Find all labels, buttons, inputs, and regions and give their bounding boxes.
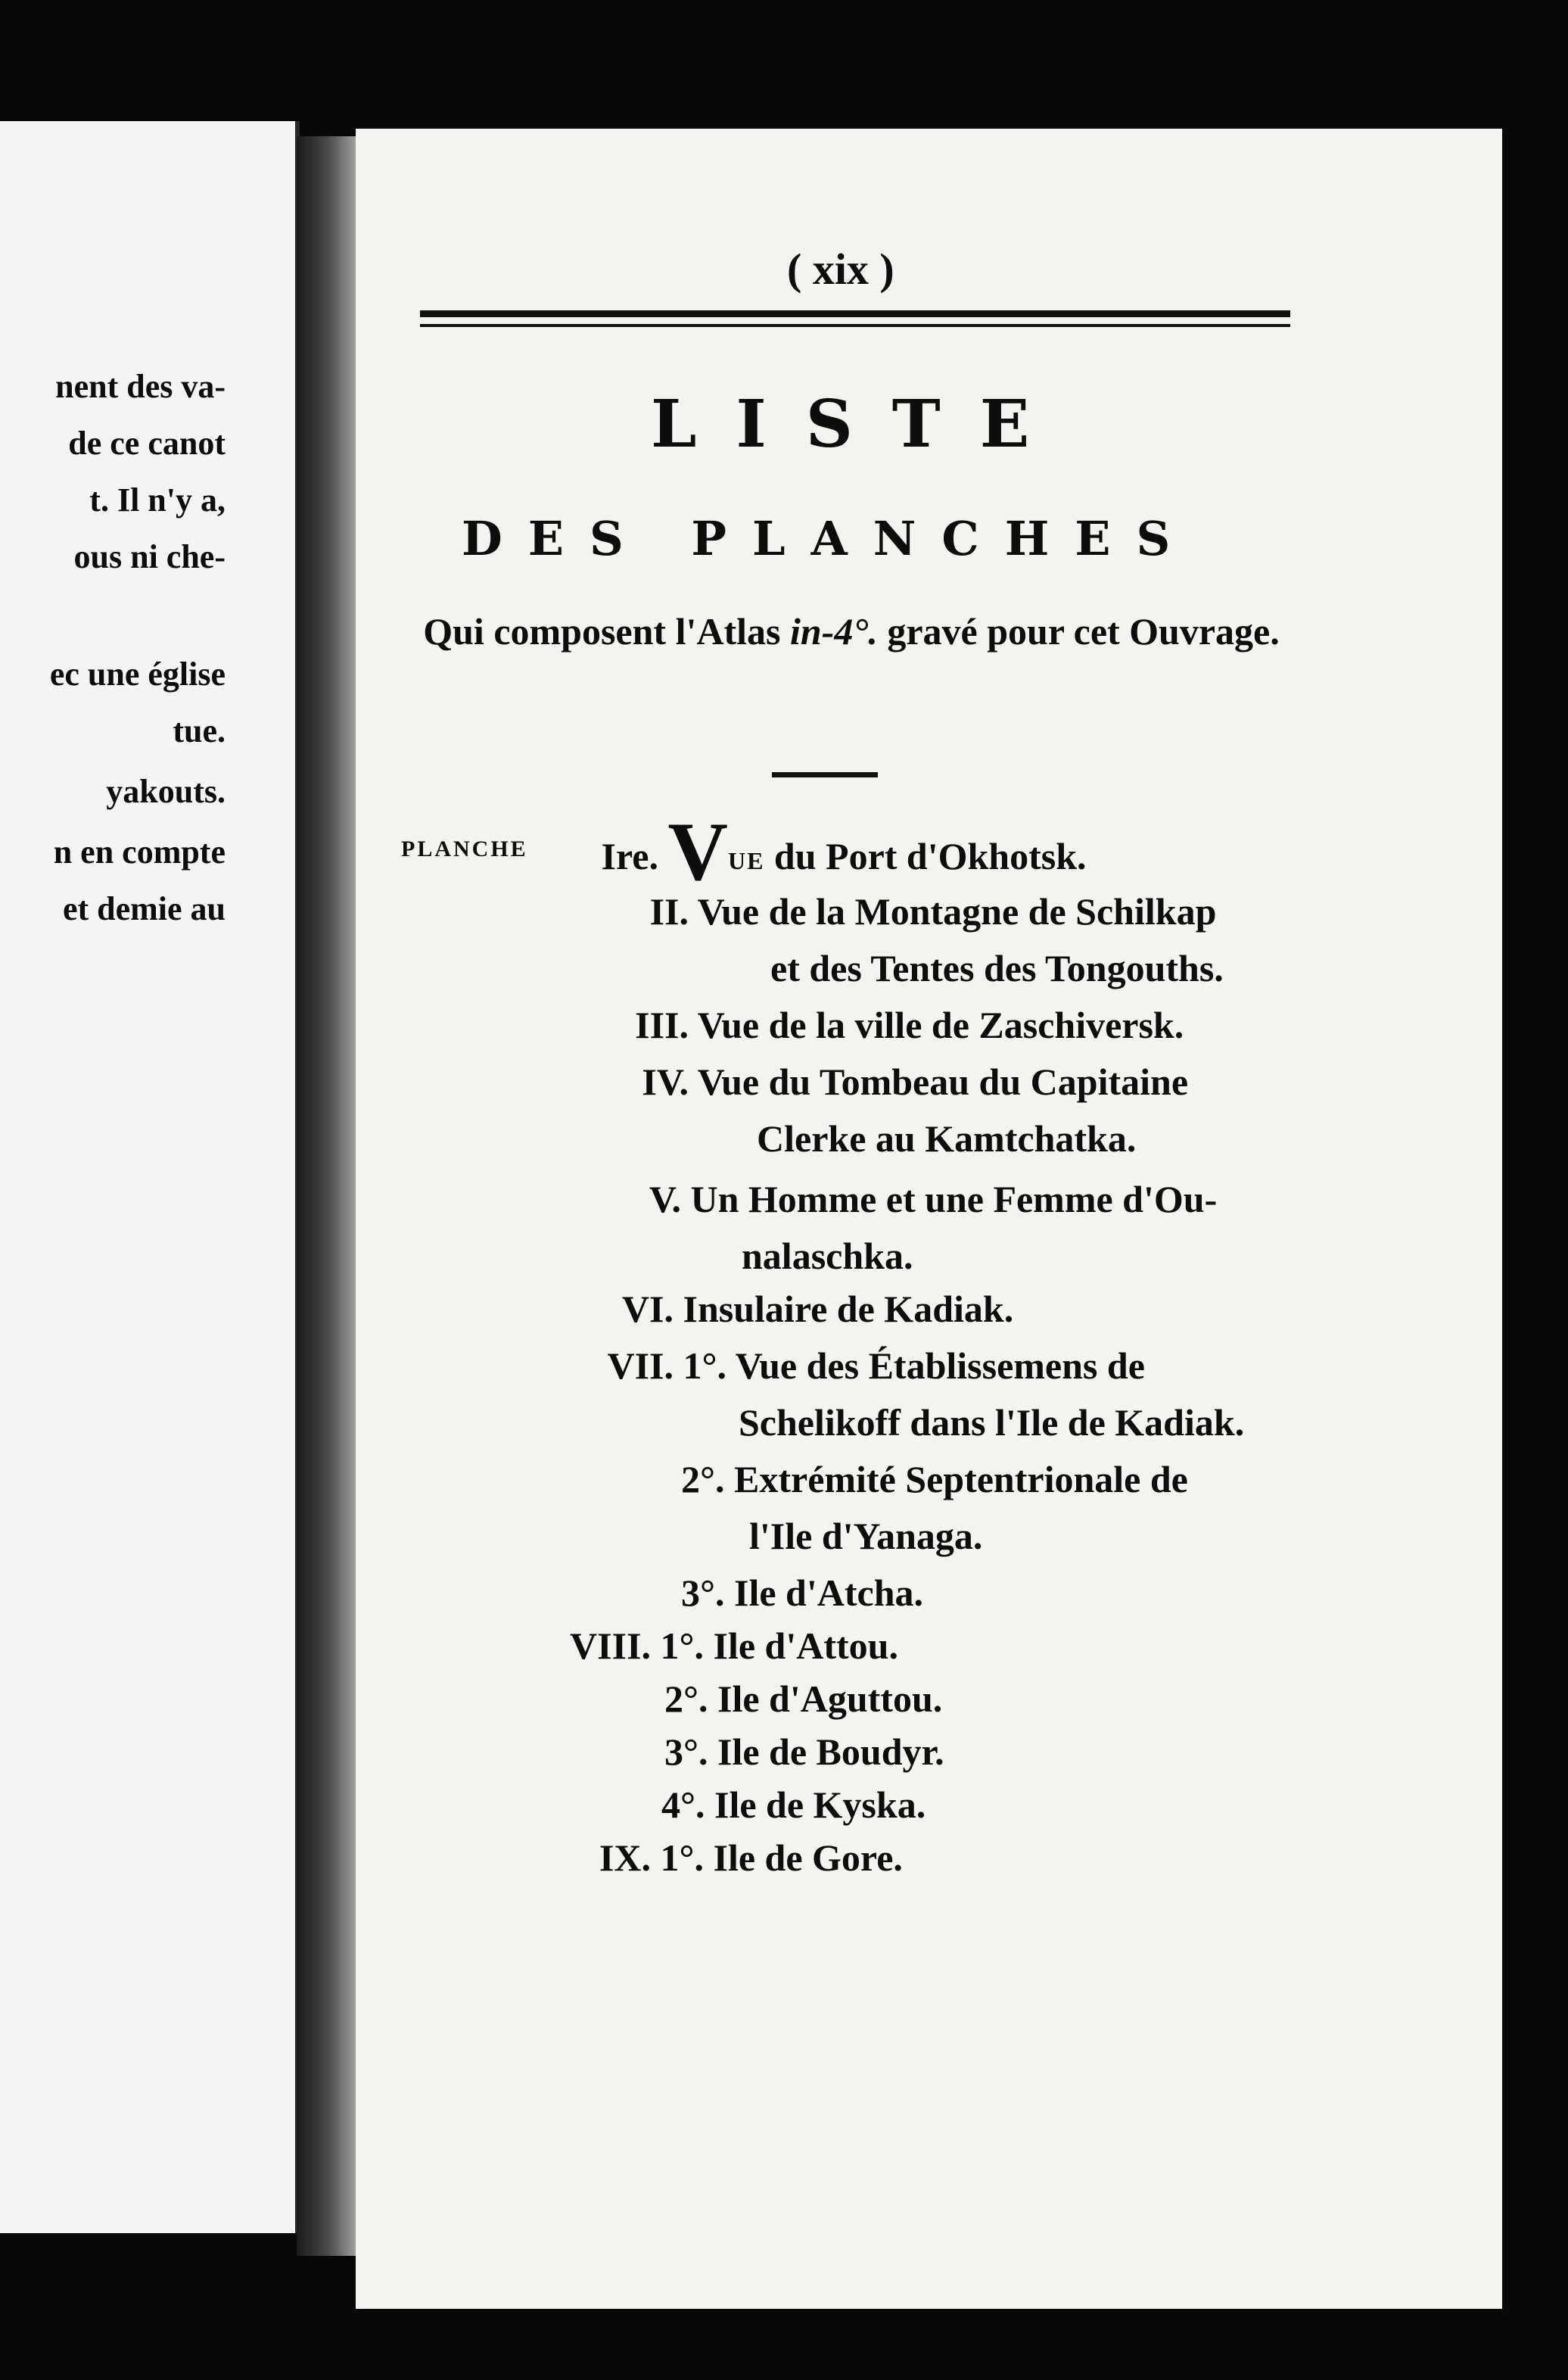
plate-title: Un Homme et une Femme d'Ou- — [690, 1178, 1218, 1220]
plate-entry — [575, 1344, 1145, 1388]
plate-entry — [661, 1783, 926, 1827]
plate-entry — [681, 1457, 1188, 1501]
subtitle-format: in-4°. — [789, 610, 878, 653]
plate-entry-continued — [742, 1234, 913, 1278]
sub-number: 1°. — [660, 1836, 704, 1879]
left-page-line: ec une église — [49, 656, 226, 693]
plate-title: Vue de la ville de Zaschiversk. — [697, 1004, 1184, 1046]
left-page-line: et demie au — [62, 890, 226, 927]
plate-entry — [575, 805, 1087, 898]
header-rule-thick — [420, 310, 1290, 317]
plate-number: III. — [635, 1004, 689, 1046]
plate-number: VI. — [621, 1288, 674, 1330]
plate-title: et des Tentes des Tongouths. — [770, 947, 1224, 989]
plate-title: Ile d'Atcha. — [734, 1572, 923, 1614]
plate-title: Vue des Établissemens de — [735, 1344, 1145, 1387]
plate-title: l'Ile d'Yanaga. — [749, 1515, 983, 1557]
sub-number: 3°. — [681, 1572, 725, 1614]
plate-entry — [583, 1060, 1188, 1104]
header-rule-thin — [420, 324, 1290, 327]
left-page-fragment — [0, 121, 300, 2233]
sub-number: 2°. — [681, 1458, 725, 1500]
plate-number: VII. — [607, 1344, 674, 1387]
section-divider — [772, 772, 878, 777]
plate-title: Vue du Tombeau du Capitaine — [697, 1061, 1189, 1103]
subtitle-pre: Qui composent l'Atlas — [423, 610, 781, 653]
subtitle — [409, 606, 1294, 657]
left-page-line: t. Il n'y a, — [89, 481, 226, 519]
plate-entry — [575, 1287, 1013, 1331]
plate-title: Ile d'Aguttou. — [717, 1678, 943, 1720]
title-des-planches: DES PLANCHES — [462, 511, 1196, 566]
plate-title: Ile de Boudyr. — [717, 1730, 944, 1773]
plate-entry-continued — [739, 1400, 1244, 1444]
sub-number: 1°. — [660, 1625, 704, 1667]
plate-entry — [575, 889, 1216, 933]
sub-number: 3°. — [664, 1730, 708, 1773]
plate-title: Ile de Kyska. — [714, 1783, 926, 1826]
plate-number: V. — [649, 1178, 681, 1220]
plate-title: Schelikoff dans l'Ile de Kadiak. — [739, 1401, 1245, 1444]
plate-number: VIII. — [570, 1625, 651, 1667]
plate-entry-continued — [770, 946, 1224, 990]
plate-entry — [530, 1624, 898, 1668]
plate-title: Clerke au Kamtchatka. — [757, 1117, 1137, 1160]
sub-number: 4°. — [661, 1783, 705, 1826]
plate-entry-continued — [757, 1117, 1136, 1160]
plate-label: PLANCHE — [401, 836, 528, 861]
left-page-line: yakouts. — [106, 773, 226, 810]
title-liste: LISTE — [651, 386, 1069, 463]
plate-entry — [560, 1836, 903, 1880]
plate-title: Vue de la Montagne de Schilkap — [697, 890, 1217, 933]
left-page-line: n en compte — [53, 833, 226, 871]
plate-entry — [664, 1730, 944, 1774]
plate-number: IV. — [642, 1061, 689, 1103]
plate-number: II. — [649, 890, 689, 933]
left-page-line: de ce canot — [68, 425, 226, 462]
small-caps: UE — [727, 847, 765, 874]
left-page-line: tue. — [173, 712, 226, 749]
plate-entry-continued — [749, 1514, 982, 1558]
drop-cap: V — [667, 805, 728, 898]
plate-number: Ire. — [601, 835, 658, 877]
plate-title: nalaschka. — [742, 1235, 913, 1277]
sub-number: 2°. — [664, 1678, 708, 1720]
plate-entry — [583, 1003, 1184, 1047]
left-page-line: ous ni che- — [73, 538, 226, 575]
plate-title: Ile d'Attou. — [713, 1625, 898, 1667]
plate-number: IX. — [599, 1836, 651, 1879]
plate-entry — [681, 1571, 923, 1615]
plate-title: Ile de Gore. — [713, 1836, 903, 1879]
sub-number: 1°. — [683, 1344, 726, 1387]
page-number: ( xix ) — [787, 245, 894, 294]
plate-title: du Port d'Okhotsk. — [773, 835, 1087, 877]
subtitle-post: gravé pour cet Ouvrage. — [887, 610, 1280, 653]
left-page-line: nent des va- — [55, 368, 226, 405]
plate-entry — [664, 1677, 942, 1721]
plate-entry — [583, 1177, 1217, 1221]
plate-title: Extrémité Septentrionale de — [734, 1458, 1188, 1500]
plate-title: Insulaire de Kadiak. — [683, 1288, 1014, 1330]
